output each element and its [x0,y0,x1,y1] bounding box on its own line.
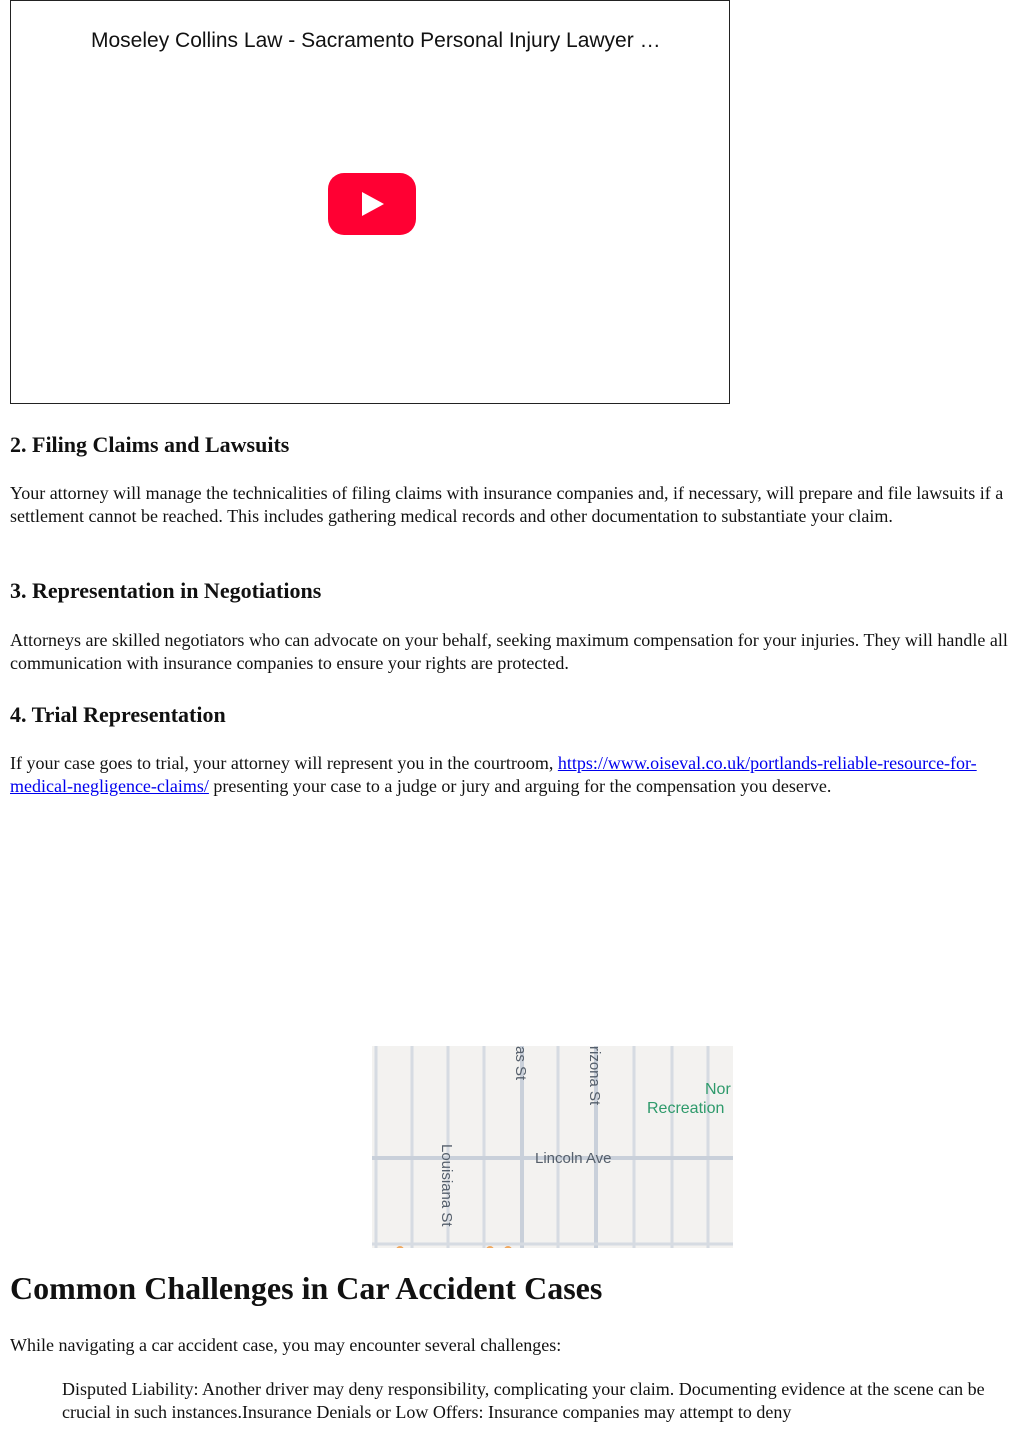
section-text-negotiations: Attorneys are skilled negotiators who can advocate on your behalf, seeking maximum compensation for your injuries. They will handle all communication with insurance companies to ensure your rights are protected. [10,630,1008,673]
challenges-intro: While navigating a car accident case, you may encounter several challenges: [10,1335,562,1355]
video-title[interactable]: Moseley Collins Law - Sacramento Personal Injury Lawyer … [91,29,661,52]
challenges-list-item: Disputed Liability: Another driver may deny responsibility, complicating your claim. Documenting evidence at the scene can be crucial in such instances.Insurance Denials or Low Offers: Insurance companies may attempt to deny [62,1379,985,1422]
map-embed[interactable] [372,1046,733,1248]
map-label-street-top-left: as St [512,1046,529,1081]
section-heading-trial: 4. Trial Representation [10,702,226,727]
map-label-lincoln-ave: Lincoln Ave [535,1150,612,1167]
section-text-filing: Your attorney will manage the technicalities of filing claims with insurance companies and, if necessary, will prepare and file lawsuits if a settlement cannot be reached. This includes gathering medical records and other documentation to substantiate your claim. [10,483,1004,526]
medical-negligence-link[interactable]: https://www.oiseval.co.uk/portlands-reliable-resource-for-medical-negligence-claims/ [10,753,977,796]
map-label-louisiana-st-text: Louisiana St [438,1144,455,1227]
map-canvas [372,1046,733,1248]
play-triangle-icon [362,192,384,216]
map-label-park-line1: Nor [705,1081,731,1098]
section-heading-negotiations: 3. Representation in Negotiations [10,578,322,603]
challenges-heading: Common Challenges in Car Accident Cases [10,1270,603,1306]
trial-text-before: If your case goes to trial, your attorney will represent you in the courtroom, [10,753,558,773]
youtube-play-icon[interactable] [328,173,416,235]
trial-text-after: presenting your case to a judge or jury and arguing for the compensation you deserve. [208,776,832,796]
section-text-trial [10,752,1014,798]
video-embed[interactable] [10,0,730,404]
map-label-arizona-st: rizona St [586,1046,603,1106]
section-heading-filing: 2. Filing Claims and Lawsuits [10,432,290,457]
map-label-park-line2: Recreation [647,1100,725,1117]
